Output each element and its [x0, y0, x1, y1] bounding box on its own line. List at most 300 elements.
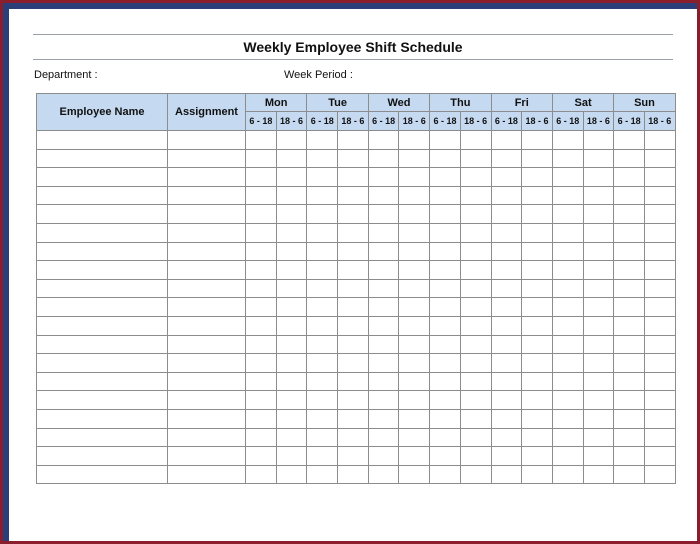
assignment-cell[interactable]: [168, 335, 246, 354]
shift-cell[interactable]: [276, 316, 307, 335]
shift-cell[interactable]: [644, 391, 675, 410]
shift-cell[interactable]: [614, 335, 645, 354]
shift-cell[interactable]: [276, 335, 307, 354]
shift-cell[interactable]: [307, 316, 338, 335]
shift-cell[interactable]: [552, 223, 583, 242]
shift-cell[interactable]: [399, 205, 430, 224]
shift-cell[interactable]: [399, 316, 430, 335]
shift-cell[interactable]: [522, 465, 553, 484]
shift-cell[interactable]: [552, 316, 583, 335]
shift-cell[interactable]: [276, 223, 307, 242]
shift-cell[interactable]: [614, 391, 645, 410]
shift-cell[interactable]: [430, 131, 461, 150]
assignment-cell[interactable]: [168, 186, 246, 205]
shift-cell[interactable]: [552, 447, 583, 466]
shift-cell[interactable]: [368, 205, 399, 224]
assignment-cell[interactable]: [168, 316, 246, 335]
shift-cell[interactable]: [246, 447, 277, 466]
shift-cell[interactable]: [338, 131, 369, 150]
employee-name-cell[interactable]: [37, 149, 168, 168]
shift-cell[interactable]: [583, 279, 614, 298]
shift-cell[interactable]: [368, 409, 399, 428]
shift-cell[interactable]: [522, 168, 553, 187]
shift-cell[interactable]: [460, 279, 491, 298]
shift-cell[interactable]: [368, 131, 399, 150]
shift-cell[interactable]: [644, 261, 675, 280]
shift-cell[interactable]: [338, 316, 369, 335]
shift-cell[interactable]: [307, 168, 338, 187]
shift-cell[interactable]: [552, 428, 583, 447]
shift-cell[interactable]: [460, 298, 491, 317]
shift-cell[interactable]: [430, 354, 461, 373]
shift-cell[interactable]: [522, 242, 553, 261]
employee-name-cell[interactable]: [37, 205, 168, 224]
shift-cell[interactable]: [460, 409, 491, 428]
shift-cell[interactable]: [368, 316, 399, 335]
shift-cell[interactable]: [307, 131, 338, 150]
shift-cell[interactable]: [338, 428, 369, 447]
assignment-cell[interactable]: [168, 354, 246, 373]
shift-cell[interactable]: [491, 223, 522, 242]
assignment-cell[interactable]: [168, 223, 246, 242]
shift-cell[interactable]: [338, 391, 369, 410]
shift-cell[interactable]: [399, 186, 430, 205]
employee-name-cell[interactable]: [37, 316, 168, 335]
shift-cell[interactable]: [522, 391, 553, 410]
shift-cell[interactable]: [491, 409, 522, 428]
shift-cell[interactable]: [368, 391, 399, 410]
shift-cell[interactable]: [276, 354, 307, 373]
shift-cell[interactable]: [583, 149, 614, 168]
shift-cell[interactable]: [614, 223, 645, 242]
shift-cell[interactable]: [338, 223, 369, 242]
shift-cell[interactable]: [644, 335, 675, 354]
assignment-cell[interactable]: [168, 131, 246, 150]
shift-cell[interactable]: [491, 447, 522, 466]
shift-cell[interactable]: [491, 335, 522, 354]
shift-cell[interactable]: [644, 242, 675, 261]
shift-cell[interactable]: [307, 279, 338, 298]
shift-cell[interactable]: [276, 149, 307, 168]
shift-cell[interactable]: [430, 409, 461, 428]
shift-cell[interactable]: [522, 447, 553, 466]
shift-cell[interactable]: [614, 149, 645, 168]
shift-cell[interactable]: [276, 409, 307, 428]
employee-name-cell[interactable]: [37, 131, 168, 150]
shift-cell[interactable]: [491, 168, 522, 187]
shift-cell[interactable]: [552, 391, 583, 410]
shift-cell[interactable]: [246, 316, 277, 335]
shift-cell[interactable]: [583, 428, 614, 447]
shift-cell[interactable]: [644, 409, 675, 428]
shift-cell[interactable]: [430, 465, 461, 484]
shift-cell[interactable]: [522, 428, 553, 447]
shift-cell[interactable]: [644, 168, 675, 187]
shift-cell[interactable]: [460, 223, 491, 242]
shift-cell[interactable]: [552, 131, 583, 150]
employee-name-cell[interactable]: [37, 242, 168, 261]
shift-cell[interactable]: [614, 354, 645, 373]
shift-cell[interactable]: [460, 168, 491, 187]
shift-cell[interactable]: [399, 242, 430, 261]
shift-cell[interactable]: [460, 205, 491, 224]
shift-cell[interactable]: [491, 391, 522, 410]
shift-cell[interactable]: [338, 261, 369, 280]
shift-cell[interactable]: [552, 186, 583, 205]
employee-name-cell[interactable]: [37, 354, 168, 373]
shift-cell[interactable]: [368, 279, 399, 298]
shift-cell[interactable]: [552, 465, 583, 484]
shift-cell[interactable]: [307, 354, 338, 373]
shift-cell[interactable]: [583, 298, 614, 317]
shift-cell[interactable]: [246, 186, 277, 205]
shift-cell[interactable]: [460, 391, 491, 410]
shift-cell[interactable]: [644, 298, 675, 317]
shift-cell[interactable]: [399, 149, 430, 168]
shift-cell[interactable]: [399, 335, 430, 354]
shift-cell[interactable]: [430, 428, 461, 447]
shift-cell[interactable]: [246, 261, 277, 280]
shift-cell[interactable]: [583, 168, 614, 187]
shift-cell[interactable]: [246, 335, 277, 354]
shift-cell[interactable]: [368, 298, 399, 317]
shift-cell[interactable]: [399, 131, 430, 150]
shift-cell[interactable]: [368, 465, 399, 484]
shift-cell[interactable]: [338, 186, 369, 205]
assignment-cell[interactable]: [168, 428, 246, 447]
shift-cell[interactable]: [246, 168, 277, 187]
shift-cell[interactable]: [399, 261, 430, 280]
shift-cell[interactable]: [522, 354, 553, 373]
shift-cell[interactable]: [276, 372, 307, 391]
shift-cell[interactable]: [522, 298, 553, 317]
employee-name-cell[interactable]: [37, 372, 168, 391]
shift-cell[interactable]: [338, 149, 369, 168]
shift-cell[interactable]: [491, 465, 522, 484]
employee-name-cell[interactable]: [37, 186, 168, 205]
shift-cell[interactable]: [583, 242, 614, 261]
shift-cell[interactable]: [246, 242, 277, 261]
shift-cell[interactable]: [614, 372, 645, 391]
shift-cell[interactable]: [460, 428, 491, 447]
shift-cell[interactable]: [491, 298, 522, 317]
shift-cell[interactable]: [368, 447, 399, 466]
assignment-cell[interactable]: [168, 242, 246, 261]
shift-cell[interactable]: [644, 372, 675, 391]
shift-cell[interactable]: [276, 242, 307, 261]
shift-cell[interactable]: [430, 149, 461, 168]
shift-cell[interactable]: [307, 149, 338, 168]
shift-cell[interactable]: [276, 298, 307, 317]
shift-cell[interactable]: [307, 186, 338, 205]
shift-cell[interactable]: [644, 447, 675, 466]
shift-cell[interactable]: [552, 298, 583, 317]
shift-cell[interactable]: [246, 205, 277, 224]
shift-cell[interactable]: [460, 186, 491, 205]
shift-cell[interactable]: [430, 242, 461, 261]
shift-cell[interactable]: [522, 149, 553, 168]
shift-cell[interactable]: [430, 261, 461, 280]
shift-cell[interactable]: [552, 149, 583, 168]
shift-cell[interactable]: [399, 298, 430, 317]
shift-cell[interactable]: [583, 335, 614, 354]
employee-name-cell[interactable]: [37, 279, 168, 298]
shift-cell[interactable]: [491, 261, 522, 280]
assignment-cell[interactable]: [168, 279, 246, 298]
shift-cell[interactable]: [644, 149, 675, 168]
shift-cell[interactable]: [583, 409, 614, 428]
shift-cell[interactable]: [491, 316, 522, 335]
shift-cell[interactable]: [307, 298, 338, 317]
shift-cell[interactable]: [399, 428, 430, 447]
shift-cell[interactable]: [522, 205, 553, 224]
shift-cell[interactable]: [614, 168, 645, 187]
shift-cell[interactable]: [491, 279, 522, 298]
shift-cell[interactable]: [276, 168, 307, 187]
shift-cell[interactable]: [399, 168, 430, 187]
shift-cell[interactable]: [583, 223, 614, 242]
shift-cell[interactable]: [644, 428, 675, 447]
shift-cell[interactable]: [338, 409, 369, 428]
shift-cell[interactable]: [460, 447, 491, 466]
shift-cell[interactable]: [246, 131, 277, 150]
shift-cell[interactable]: [246, 279, 277, 298]
shift-cell[interactable]: [644, 354, 675, 373]
shift-cell[interactable]: [399, 465, 430, 484]
shift-cell[interactable]: [614, 465, 645, 484]
shift-cell[interactable]: [276, 428, 307, 447]
shift-cell[interactable]: [368, 149, 399, 168]
shift-cell[interactable]: [430, 205, 461, 224]
shift-cell[interactable]: [583, 372, 614, 391]
shift-cell[interactable]: [522, 279, 553, 298]
shift-cell[interactable]: [583, 354, 614, 373]
assignment-cell[interactable]: [168, 447, 246, 466]
shift-cell[interactable]: [368, 186, 399, 205]
shift-cell[interactable]: [430, 298, 461, 317]
shift-cell[interactable]: [522, 223, 553, 242]
employee-name-cell[interactable]: [37, 465, 168, 484]
shift-cell[interactable]: [307, 465, 338, 484]
shift-cell[interactable]: [460, 131, 491, 150]
shift-cell[interactable]: [307, 223, 338, 242]
shift-cell[interactable]: [430, 391, 461, 410]
shift-cell[interactable]: [338, 372, 369, 391]
shift-cell[interactable]: [430, 316, 461, 335]
employee-name-cell[interactable]: [37, 447, 168, 466]
assignment-cell[interactable]: [168, 261, 246, 280]
shift-cell[interactable]: [276, 447, 307, 466]
shift-cell[interactable]: [491, 242, 522, 261]
shift-cell[interactable]: [552, 335, 583, 354]
shift-cell[interactable]: [368, 242, 399, 261]
shift-cell[interactable]: [307, 428, 338, 447]
shift-cell[interactable]: [522, 316, 553, 335]
shift-cell[interactable]: [307, 261, 338, 280]
shift-cell[interactable]: [460, 335, 491, 354]
shift-cell[interactable]: [552, 168, 583, 187]
shift-cell[interactable]: [491, 205, 522, 224]
shift-cell[interactable]: [583, 316, 614, 335]
shift-cell[interactable]: [583, 205, 614, 224]
shift-cell[interactable]: [307, 335, 338, 354]
shift-cell[interactable]: [430, 335, 461, 354]
shift-cell[interactable]: [338, 447, 369, 466]
shift-cell[interactable]: [460, 354, 491, 373]
shift-cell[interactable]: [276, 186, 307, 205]
shift-cell[interactable]: [307, 409, 338, 428]
shift-cell[interactable]: [552, 372, 583, 391]
shift-cell[interactable]: [583, 447, 614, 466]
shift-cell[interactable]: [368, 261, 399, 280]
shift-cell[interactable]: [491, 428, 522, 447]
shift-cell[interactable]: [246, 354, 277, 373]
shift-cell[interactable]: [338, 335, 369, 354]
shift-cell[interactable]: [246, 372, 277, 391]
shift-cell[interactable]: [460, 149, 491, 168]
shift-cell[interactable]: [614, 261, 645, 280]
shift-cell[interactable]: [246, 428, 277, 447]
shift-cell[interactable]: [644, 131, 675, 150]
shift-cell[interactable]: [644, 279, 675, 298]
shift-cell[interactable]: [276, 279, 307, 298]
shift-cell[interactable]: [276, 205, 307, 224]
employee-name-cell[interactable]: [37, 409, 168, 428]
shift-cell[interactable]: [614, 131, 645, 150]
shift-cell[interactable]: [491, 149, 522, 168]
shift-cell[interactable]: [644, 316, 675, 335]
assignment-cell[interactable]: [168, 205, 246, 224]
shift-cell[interactable]: [246, 149, 277, 168]
shift-cell[interactable]: [399, 391, 430, 410]
shift-cell[interactable]: [522, 186, 553, 205]
shift-cell[interactable]: [368, 372, 399, 391]
shift-cell[interactable]: [460, 242, 491, 261]
shift-cell[interactable]: [522, 261, 553, 280]
shift-cell[interactable]: [583, 261, 614, 280]
shift-cell[interactable]: [614, 186, 645, 205]
shift-cell[interactable]: [614, 205, 645, 224]
shift-cell[interactable]: [583, 131, 614, 150]
shift-cell[interactable]: [307, 447, 338, 466]
shift-cell[interactable]: [307, 242, 338, 261]
shift-cell[interactable]: [399, 447, 430, 466]
shift-cell[interactable]: [644, 465, 675, 484]
shift-cell[interactable]: [552, 261, 583, 280]
shift-cell[interactable]: [246, 465, 277, 484]
assignment-cell[interactable]: [168, 391, 246, 410]
shift-cell[interactable]: [338, 465, 369, 484]
shift-cell[interactable]: [399, 354, 430, 373]
shift-cell[interactable]: [491, 354, 522, 373]
shift-cell[interactable]: [614, 242, 645, 261]
shift-cell[interactable]: [614, 447, 645, 466]
shift-cell[interactable]: [552, 205, 583, 224]
shift-cell[interactable]: [614, 409, 645, 428]
employee-name-cell[interactable]: [37, 391, 168, 410]
employee-name-cell[interactable]: [37, 168, 168, 187]
shift-cell[interactable]: [368, 354, 399, 373]
shift-cell[interactable]: [614, 298, 645, 317]
shift-cell[interactable]: [368, 168, 399, 187]
shift-cell[interactable]: [368, 335, 399, 354]
shift-cell[interactable]: [460, 372, 491, 391]
shift-cell[interactable]: [307, 205, 338, 224]
shift-cell[interactable]: [338, 279, 369, 298]
shift-cell[interactable]: [460, 261, 491, 280]
shift-cell[interactable]: [307, 372, 338, 391]
shift-cell[interactable]: [307, 391, 338, 410]
shift-cell[interactable]: [552, 409, 583, 428]
shift-cell[interactable]: [368, 428, 399, 447]
shift-cell[interactable]: [522, 409, 553, 428]
shift-cell[interactable]: [399, 409, 430, 428]
employee-name-cell[interactable]: [37, 261, 168, 280]
shift-cell[interactable]: [430, 447, 461, 466]
employee-name-cell[interactable]: [37, 223, 168, 242]
shift-cell[interactable]: [430, 279, 461, 298]
shift-cell[interactable]: [276, 131, 307, 150]
shift-cell[interactable]: [246, 391, 277, 410]
shift-cell[interactable]: [644, 205, 675, 224]
shift-cell[interactable]: [368, 223, 399, 242]
assignment-cell[interactable]: [168, 372, 246, 391]
shift-cell[interactable]: [614, 428, 645, 447]
assignment-cell[interactable]: [168, 465, 246, 484]
shift-cell[interactable]: [491, 131, 522, 150]
shift-cell[interactable]: [399, 372, 430, 391]
shift-cell[interactable]: [430, 223, 461, 242]
shift-cell[interactable]: [338, 242, 369, 261]
shift-cell[interactable]: [338, 205, 369, 224]
shift-cell[interactable]: [246, 298, 277, 317]
shift-cell[interactable]: [276, 391, 307, 410]
shift-cell[interactable]: [338, 298, 369, 317]
shift-cell[interactable]: [246, 223, 277, 242]
shift-cell[interactable]: [276, 465, 307, 484]
shift-cell[interactable]: [246, 409, 277, 428]
shift-cell[interactable]: [552, 279, 583, 298]
shift-cell[interactable]: [583, 391, 614, 410]
shift-cell[interactable]: [338, 168, 369, 187]
shift-cell[interactable]: [460, 465, 491, 484]
shift-cell[interactable]: [522, 335, 553, 354]
shift-cell[interactable]: [430, 372, 461, 391]
shift-cell[interactable]: [338, 354, 369, 373]
shift-cell[interactable]: [522, 131, 553, 150]
shift-cell[interactable]: [552, 354, 583, 373]
assignment-cell[interactable]: [168, 298, 246, 317]
assignment-cell[interactable]: [168, 168, 246, 187]
shift-cell[interactable]: [552, 242, 583, 261]
shift-cell[interactable]: [430, 186, 461, 205]
shift-cell[interactable]: [644, 223, 675, 242]
employee-name-cell[interactable]: [37, 335, 168, 354]
shift-cell[interactable]: [614, 279, 645, 298]
shift-cell[interactable]: [430, 168, 461, 187]
employee-name-cell[interactable]: [37, 428, 168, 447]
shift-cell[interactable]: [399, 279, 430, 298]
assignment-cell[interactable]: [168, 409, 246, 428]
shift-cell[interactable]: [460, 316, 491, 335]
shift-cell[interactable]: [399, 223, 430, 242]
shift-cell[interactable]: [522, 372, 553, 391]
shift-cell[interactable]: [276, 261, 307, 280]
shift-cell[interactable]: [583, 465, 614, 484]
shift-cell[interactable]: [491, 372, 522, 391]
shift-cell[interactable]: [614, 316, 645, 335]
shift-cell[interactable]: [644, 186, 675, 205]
